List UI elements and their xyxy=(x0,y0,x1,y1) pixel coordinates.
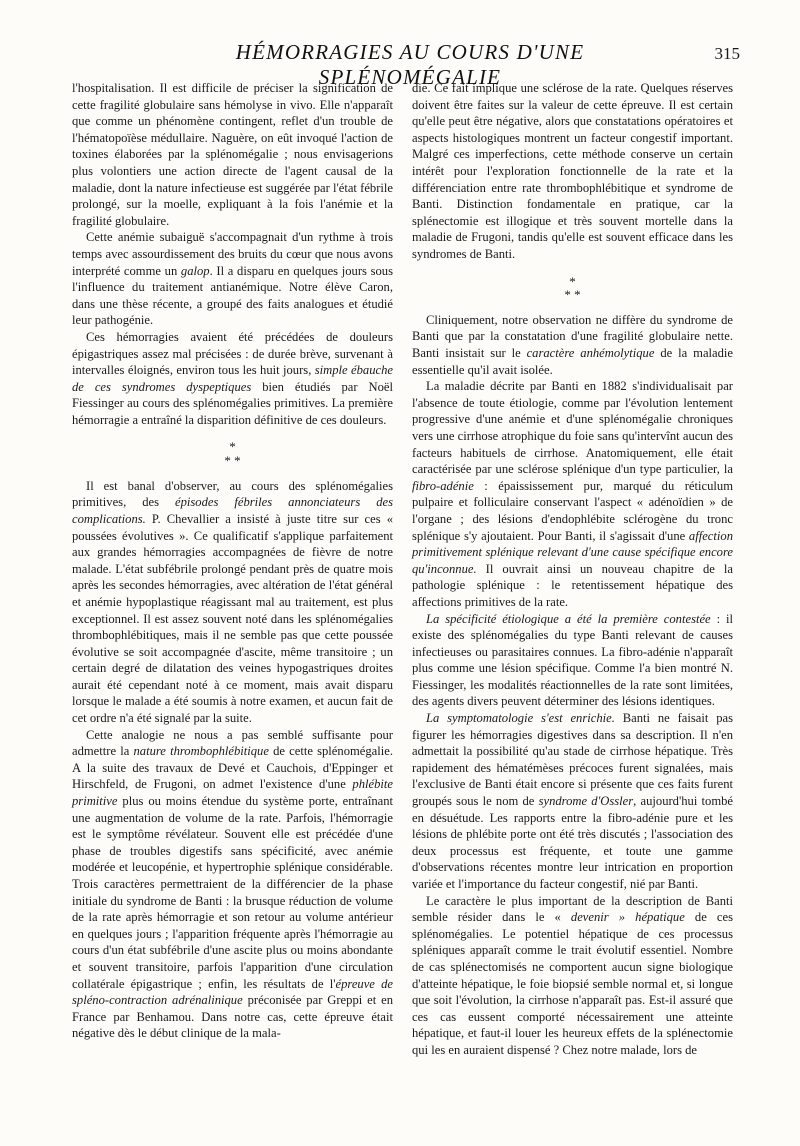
page-header xyxy=(80,30,740,89)
paragraph: Il est banal d'observer, au cours des splénomégalies primitives, des épisodes fébriles annonciateurs des complications. P. Chevallier a insisté à juste titre sur ces « poussées évolutives ». Ce qualificatif s'applique parfaitement aux grandes hémorragies accompagnées de fièvre de notre malade. L'état subfébrile prolongé pendant près de quatre mois après les secondes hémorragies, avec altération de l'état général et anémie hypoplastique réagissant mal au traitement, est plus exceptionnel. Il est assez souvent noté dans les splénomégalies thrombophlébitiques, mais il ne semble pas que cette poussée évolutive se soit accompagnée d'ascite, même transitoire ; un certain degré de dilatation des veines hypogastriques droites aurait été cependant noté à ce moment, mais avait disparu lorsque le malade a été soumis à notre examen, et aucun fait de cet ordre n'a été signalé par la suite. xyxy=(72,478,394,726)
section-separator xyxy=(72,440,393,467)
paragraph: Cette analogie ne nous a pas semblé suffisante pour admettre la nature thrombophlébitique de cette splénomégalie. A la suite des travaux de Devé et Cauchois, d'Eppinger et Hirschfeld, de Frugoni, on admet l'existence d'une phlébite primitive plus ou moins étendue du système porte, entraînant une augmentation de volume de la rate. Parfois, l'hémorragie est le symptôme révélateur. Souvent elle est précédée d'une phase de troubles digestifs sans spécificité, avec anémie modérée et leucopénie, et hypertrophie splénique considérable. Trois caractères permettraient de la différencier de la phase initiale du syndrome de Banti : la brusque réduction de volume de la rate après hémorragie et son retour au volume antérieur en quelques jours ; l'apparition fréquente après l'hémorragie au cours d'un état subfébrile d'une ascite plus ou moins abondante et souvent transitoire, parfois l'apparition d'une circulation collatérale épigastrique ; enfin, les résultats de l'épreuve de spléno-contraction adrénalinique préconisée par Greppi et en France par Benhamou. Dans notre cas, cette épreuve était négative dès le début clinique de la mala- xyxy=(72,727,393,1041)
right-column xyxy=(412,80,733,1059)
page-number: 315 xyxy=(714,44,740,63)
paragraph: La maladie décrite par Banti en 1882 s'individualisait par l'absence de toute étiologie, comme par l'évolution lentement progressive d'une anémie et d'une splénomégalie chroniques vers une cirrhose atrophique du foie sans qu'intervînt aucun des facteurs habituels de cirrhose. Anatomiquement, elle était caractérisée par une sclérose splénique d'un type particulier, la fibro-adénie : épaississement pur, marqué du réticulum pulpaire et folliculaire conservant l'aspect « adénoïdien » de l'organe ; des lésions d'endophlébite sclérogène du tronc splénique s'y ajoutaient. Pour Banti, il s'agissait d'une affection primitivement splénique relevant d'une cause spécifique encore qu'inconnue. Il ouvrait ainsi un nouveau chapitre de la pathologie splénique : le retentissement hépatique des affections primitives de la rate. xyxy=(412,379,733,609)
paragraph: die. Ce fait implique une sclérose de la rate. Quelques réserves doivent être faites sur la valeur de cette épreuve. Il est certain qu'elle peut être négative, alors que constatations opératoires et aspects histologiques montrent un facteur congestif important. Malgré ces imperfections, cette méthode conserve un certain intérêt pour l'exploration fonctionnelle de la rate et la différenciation entre rate thrombophlébitique et syndrome de Banti. Distinction fondamentale en pratique, car la splénectomie est illogique et très souvent mortelle dans la maladie de Frugoni, tandis qu'elle est souvent efficace dans les syndromes de Banti. xyxy=(412,81,733,261)
paragraph: Cette anémie subaiguë s'accompagnait d'un rythme à trois temps avec assourdissement des bruits du cœur que nous avons interprété comme un galop. Il a disparu en quelques jours sous l'influence du traitement antianémique. Notre élève Caron, dans une thèse récente, a groupé des faits analogues et étudié leur pathogénie. xyxy=(72,230,393,328)
separator-stars-bottom: * * xyxy=(224,453,241,469)
paragraph: l'hospitalisation. Il est difficile de préciser la signification de cette fragilité globulaire sans hémolyse in vivo. Elle n'apparaît que comme un phénomène contingent, reflet d'un trouble de l'hématopoïèse médullaire. Naguère, on eût invoqué l'action de toxines élaborées par la splénomégalie ; nous envisagerions plus volontiers une action directe de l'agent causal de la maladie, dont la nature infectieuse est suggérée par l'état fébrile prolongé, sur la moelle, expliquant à la fois l'anémie et la fragilité globulaire. xyxy=(72,81,393,228)
separator-star-top: * xyxy=(229,439,236,455)
paragraph: Ces hémorragies avaient été précédées de douleurs épigastriques assez mal précisées : de durée brève, survenant à intervalles éloignés, environ tous les huit jours, simple ébauche de ces syndromes dyspeptiques bien étudiés par Noël Fiessinger au cours des splénomégalies primitives. La première hémorragie a entraîné la disparition définitive de ces douleurs. xyxy=(72,329,393,427)
paragraph: La symptomatologie s'est enrichie. Banti ne faisait pas figurer les hémorragies digestives dans sa description. Il n'en admettait la possibilité qu'au stade de cirrhose hépatique. Très rapidement des hématémèses précoces furent signalées, mais l'exclusive de Banti était encore si présente que ces faits furent groupés sous le nom de syndrome d'Ossler, aujourd'hui tombé en désuétude. Les rapports entre la fibro-adénie pure et les lésions de phlébite porte ont été très discutés ; l'association des deux processus est fréquente, et toute une gamme d'observations récentes montre leur intrication en proportion variée et l'importance du facteur congestif, nié par Banti. xyxy=(412,711,734,891)
running-title: HÉMORRAGIES AU COURS D'UNE SPLÉNOMÉGALIE xyxy=(235,40,585,89)
left-column xyxy=(72,80,393,1042)
paragraph: La spécificité étiologique a été la première contestée : il existe des splénomégalies du type Banti relevant de causes infectieuses ou parasitaires connues. La fibro-adénie n'apparaît plus comme une lésion spécifique. Comme l'a bien montré N. Fiessinger, les modalités réactionnelles de la rate sont limitées, des agents divers peuvent déterminer des lésions identiques. xyxy=(412,611,734,709)
paragraph: Cliniquement, notre observation ne diffère du syndrome de Banti que par la constatation d'une fragilité globulaire nette. Banti insistait sur le caractère anhémolytique de la maladie essentielle qu'il avait isolée. xyxy=(412,312,734,377)
section-separator xyxy=(412,275,733,302)
paragraph: Le caractère le plus important de la description de Banti semble résider dans le « devenir » hépatique de ces splénomégalies. Le potentiel hépatique de ces processus spléniques apparaît comme le trait évolutif essentiel. Nombre de cas splénectomisés ne comportent aucun signe biologique d'atteinte hépatique, le foie biopsié semble normal et, si longue que soit l'évolution, la cirrhose n'apparaît pas. Est-il assuré que ces cas eussent comporté nécessairement une atteinte hépatique, et faut-il louer les heureux effets de la splénectomie qui les en auraient dispensé ? Chez notre malade, lors de xyxy=(412,893,733,1057)
separator-stars-bottom: * * xyxy=(564,287,581,303)
separator-star-top: * xyxy=(569,273,576,289)
